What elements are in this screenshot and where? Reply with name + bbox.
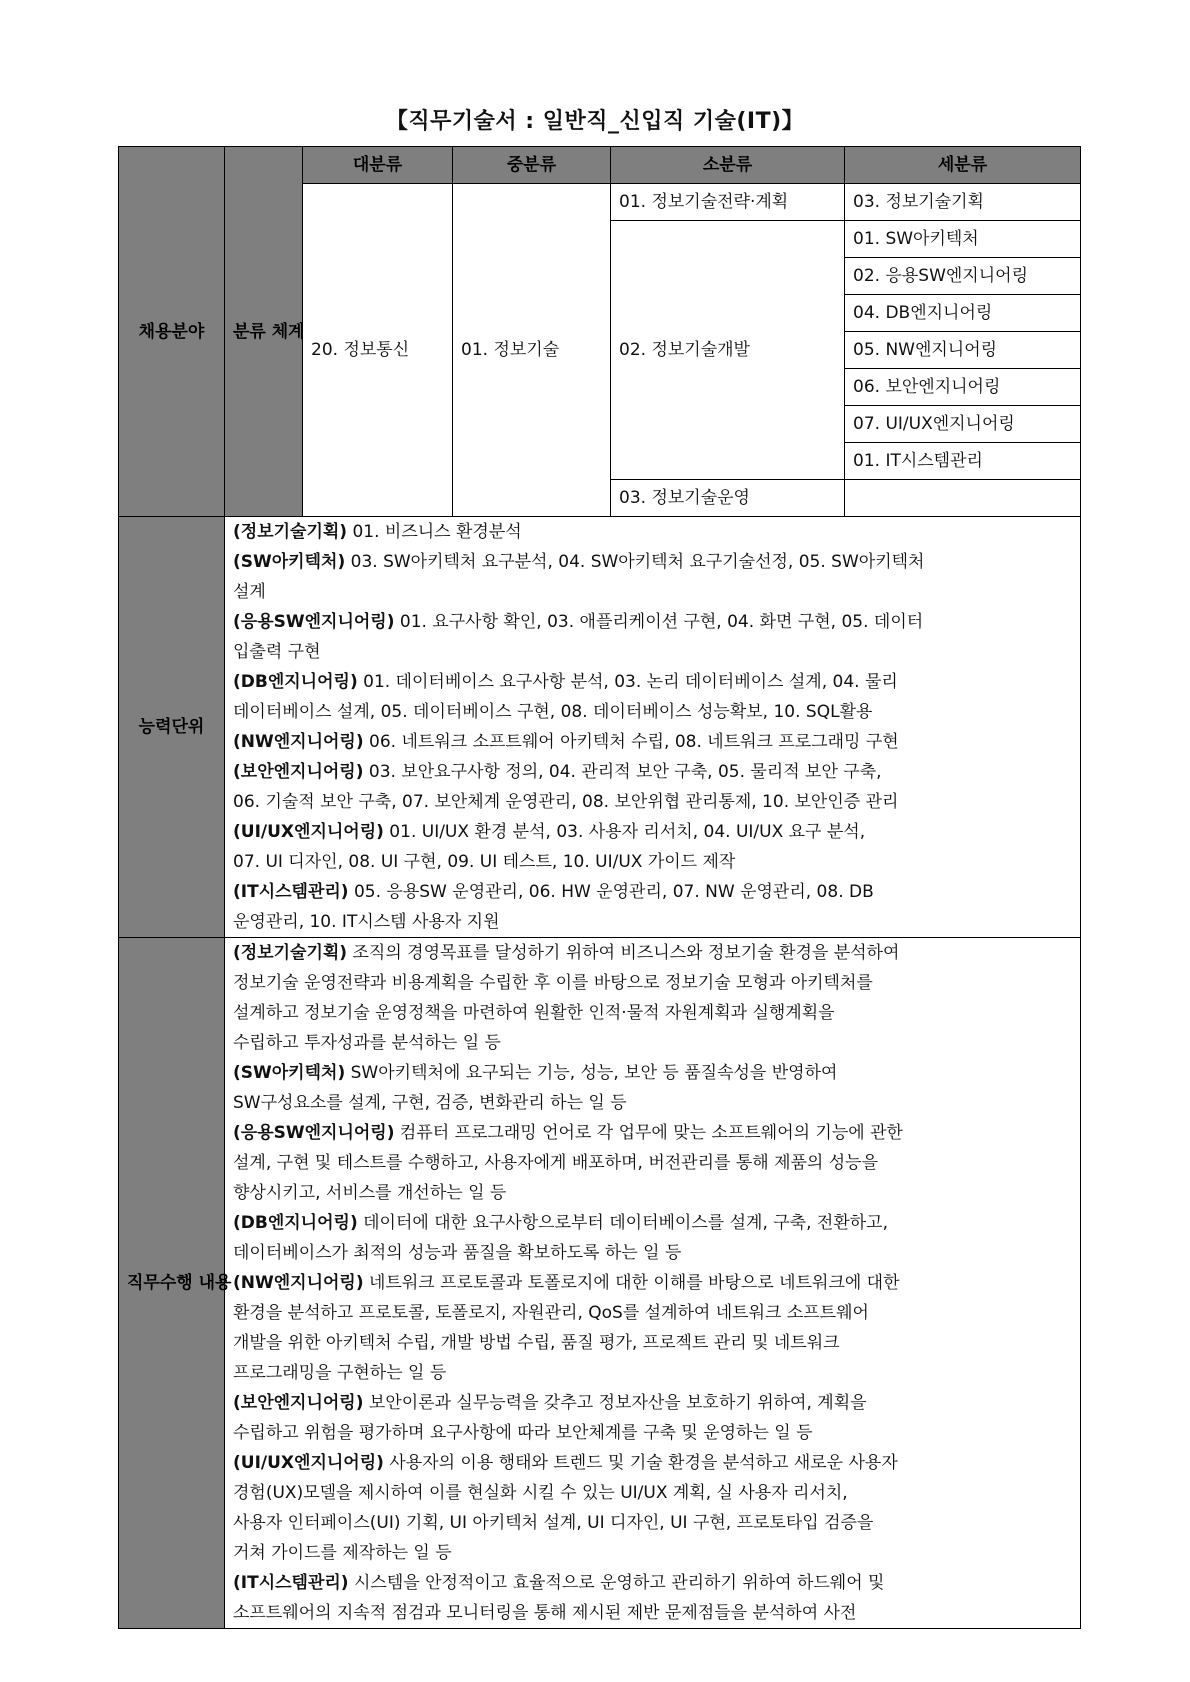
col-header-detail: 세분류 — [845, 147, 1081, 184]
line-text: 01. 요구사항 확인, 03. 애플리케이션 구현, 04. 화면 구현, 05. 데이터 — [394, 612, 924, 632]
line-text: SW구성요소를 설계, 구현, 검증, 변화관리 하는 일 등 — [233, 1093, 627, 1113]
text-line — [233, 1208, 1072, 1238]
line-text: 개발을 위한 아키텍처 수립, 개발 방법 수립, 품질 평가, 프로젝트 관리 및 네트워크 — [233, 1333, 840, 1353]
category-tag: (응용SW엔지니어링) — [233, 612, 395, 632]
line-text: 시스템을 안정적이고 효율적으로 운영하고 관리하기 위하여 하드웨어 및 — [348, 1573, 885, 1593]
detail-category-cell: 02. 응용SW엔지니어링 — [845, 258, 1081, 295]
detail-category-cell — [845, 480, 1081, 517]
text-line — [233, 1508, 1072, 1538]
detail-category-cell: 01. IT시스템관리 — [845, 443, 1081, 480]
text-line — [233, 1328, 1072, 1358]
text-line — [233, 1448, 1072, 1478]
text-line — [233, 907, 1072, 937]
text-line — [233, 817, 1072, 847]
line-text: 설계 — [233, 582, 266, 602]
job-description-table — [118, 146, 1081, 1629]
category-tag: (SW아키텍처) — [233, 552, 346, 572]
line-text: 프로그래밍을 구현하는 일 등 — [233, 1363, 447, 1383]
category-tag: (응용SW엔지니어링) — [233, 1123, 395, 1143]
row-header-field: 채용분야 — [119, 147, 225, 517]
line-text: 설계, 구현 및 테스트를 수행하고, 사용자에게 배포하며, 버전관리를 통해 제품의 성능을 — [233, 1153, 879, 1173]
col-header-middle: 중분류 — [453, 147, 611, 184]
line-text: SW아키텍처에 요구되는 기능, 성능, 보안 등 품질속성을 반영하여 — [345, 1063, 838, 1083]
line-text: 데이터에 대한 요구사항으로부터 데이터베이스를 설계, 구축, 전환하고, — [357, 1213, 888, 1233]
text-line — [233, 1178, 1072, 1208]
line-text: 조직의 경영목표를 달성하기 위하여 비즈니스와 정보기술 환경을 분석하여 — [347, 943, 900, 963]
category-tag: (IT시스템관리) — [233, 882, 349, 902]
text-line — [233, 1568, 1072, 1598]
text-line — [233, 1388, 1072, 1418]
line-text: 06. 기술적 보안 구축, 07. 보안체계 운영관리, 08. 보안위협 관리통제, 10. 보안인증 관리 — [233, 792, 899, 812]
text-line — [233, 1148, 1072, 1178]
text-line — [233, 577, 1072, 607]
text-line — [233, 1298, 1072, 1328]
category-tag: (NW엔지니어링) — [233, 1273, 364, 1293]
line-text: 입출력 구현 — [233, 642, 321, 662]
line-text: 01. 비즈니스 환경분석 — [347, 522, 522, 542]
minor-category-cell: 01. 정보기술전략·계획 — [611, 184, 845, 221]
ability-units-cell — [225, 517, 1081, 938]
line-text: 컴퓨터 프로그래밍 언어로 각 업무에 맞는 소프트웨어의 기능에 관한 — [394, 1123, 903, 1143]
line-text: 데이터베이스가 최적의 성능과 품질을 확보하도록 하는 일 등 — [233, 1243, 682, 1263]
text-line — [233, 727, 1072, 757]
line-text: 네트워크 프로토콜과 토폴로지에 대한 이해를 바탕으로 네트워크에 대한 — [363, 1273, 900, 1293]
text-line — [233, 1358, 1072, 1388]
col-header-minor: 소분류 — [611, 147, 845, 184]
category-tag: (UI/UX엔지니어링) — [233, 1453, 384, 1473]
line-text: 03. SW아키텍처 요구분석, 04. SW아키텍처 요구기술선정, 05. SW아키텍처 — [345, 552, 925, 572]
text-line — [233, 607, 1072, 637]
job-content-cell — [225, 938, 1081, 1629]
detail-category-cell: 04. DB엔지니어링 — [845, 295, 1081, 332]
line-text: 수립하고 투자성과를 분석하는 일 등 — [233, 1033, 501, 1053]
detail-category-cell: 06. 보안엔지니어링 — [845, 369, 1081, 406]
line-text: 소프트웨어의 지속적 점검과 모니터링을 통해 제시된 제반 문제점들을 분석하여 사전 — [233, 1603, 857, 1623]
row-header-job-content: 직무수행 내용 — [119, 938, 225, 1629]
text-line — [233, 637, 1072, 667]
line-text: 06. 네트워크 소프트웨어 아키텍처 수립, 08. 네트워크 프로그래밍 구현 — [363, 732, 899, 752]
text-line — [233, 787, 1072, 817]
category-tag: (IT시스템관리) — [233, 1573, 349, 1593]
line-text: 05. 응용SW 운영관리, 06. HW 운영관리, 07. NW 운영관리, 08. DB — [348, 882, 874, 902]
text-line — [233, 1058, 1072, 1088]
line-text: 운영관리, 10. IT시스템 사용자 지원 — [233, 912, 500, 932]
text-line — [233, 1478, 1072, 1508]
line-text: 사용자 인터페이스(UI) 기획, UI 아키텍처 설계, UI 디자인, UI 구현, 프로토타입 검증을 — [233, 1513, 874, 1533]
text-line — [233, 938, 1072, 968]
line-text: 수립하고 위험을 평가하며 요구사항에 따라 보안체계를 구축 및 운영하는 일 등 — [233, 1423, 813, 1443]
text-line — [233, 1028, 1072, 1058]
row-header-ability-units: 능력단위 — [119, 517, 225, 938]
category-tag: (SW아키텍처) — [233, 1063, 346, 1083]
major-category-cell: 20. 정보통신 — [303, 184, 453, 517]
detail-category-cell: 01. SW아키텍처 — [845, 221, 1081, 258]
category-tag: (보안엔지니어링) — [233, 1393, 364, 1413]
text-line — [233, 1598, 1072, 1628]
detail-category-cell: 05. NW엔지니어링 — [845, 332, 1081, 369]
line-text: 보안이론과 실무능력을 갖추고 정보자산을 보호하기 위하여, 계획을 — [363, 1393, 867, 1413]
document-title: 【직무기술서 : 일반직_신입직 기술(IT)】 — [385, 109, 805, 134]
minor-category-cell: 02. 정보기술개발 — [611, 221, 845, 480]
line-text: 정보기술 운영전략과 비용계획을 수립한 후 이를 바탕으로 정보기술 모형과 아키텍처를 — [233, 973, 873, 993]
text-line — [233, 968, 1072, 998]
text-line — [233, 1118, 1072, 1148]
line-text: 01. UI/UX 환경 분석, 03. 사용자 리서치, 04. UI/UX 요구 분석, — [383, 822, 866, 842]
line-text: 환경을 분석하고 프로토콜, 토폴로지, 자원관리, QoS를 설계하여 네트워크 소프트웨어 — [233, 1303, 869, 1323]
detail-category-cell: 07. UI/UX엔지니어링 — [845, 406, 1081, 443]
minor-category-cell: 03. 정보기술운영 — [611, 480, 845, 517]
line-text: 경험(UX)모델을 제시하여 이를 현실화 시킬 수 있는 UI/UX 계획, 실 사용자 리서치, — [233, 1483, 848, 1503]
line-text: 07. UI 디자인, 08. UI 구현, 09. UI 테스트, 10. UI/UX 가이드 제작 — [233, 852, 736, 872]
line-text: 01. 데이터베이스 요구사항 분석, 03. 논리 데이터베이스 설계, 04. 물리 — [357, 672, 898, 692]
line-text: 거쳐 가이드를 제작하는 일 등 — [233, 1543, 452, 1563]
text-line — [233, 757, 1072, 787]
category-tag: (정보기술기획) — [233, 522, 348, 542]
text-line — [233, 1538, 1072, 1568]
category-tag: (NW엔지니어링) — [233, 732, 364, 752]
line-text: 사용자의 이용 행태와 트렌드 및 기술 환경을 분석하고 새로운 사용자 — [383, 1453, 898, 1473]
row-header-classification: 분류 체계 — [225, 147, 303, 517]
detail-category-cell: 03. 정보기술기획 — [845, 184, 1081, 221]
text-line — [233, 1088, 1072, 1118]
category-tag: (UI/UX엔지니어링) — [233, 822, 384, 842]
line-text: 데이터베이스 설계, 05. 데이터베이스 구현, 08. 데이터베이스 성능확보, 10. SQL활용 — [233, 702, 873, 722]
text-line — [233, 667, 1072, 697]
text-line — [233, 547, 1072, 577]
text-line — [233, 697, 1072, 727]
line-text: 설계하고 정보기술 운영정책을 마련하여 원활한 인적·물적 자원계획과 실행계획을 — [233, 1003, 835, 1023]
category-tag: (DB엔지니어링) — [233, 672, 358, 692]
text-line — [233, 517, 1072, 547]
text-line — [233, 998, 1072, 1028]
line-text: 향상시키고, 서비스를 개선하는 일 등 — [233, 1183, 507, 1203]
line-text: 03. 보안요구사항 정의, 04. 관리적 보안 구축, 05. 물리적 보안 구축, — [363, 762, 882, 782]
category-tag: (정보기술기획) — [233, 943, 348, 963]
category-tag: (DB엔지니어링) — [233, 1213, 358, 1233]
text-line — [233, 847, 1072, 877]
col-header-major: 대분류 — [303, 147, 453, 184]
text-line — [233, 877, 1072, 907]
text-line — [233, 1418, 1072, 1448]
category-tag: (보안엔지니어링) — [233, 762, 364, 782]
middle-category-cell: 01. 정보기술 — [453, 184, 611, 517]
text-line — [233, 1238, 1072, 1268]
text-line — [233, 1268, 1072, 1298]
